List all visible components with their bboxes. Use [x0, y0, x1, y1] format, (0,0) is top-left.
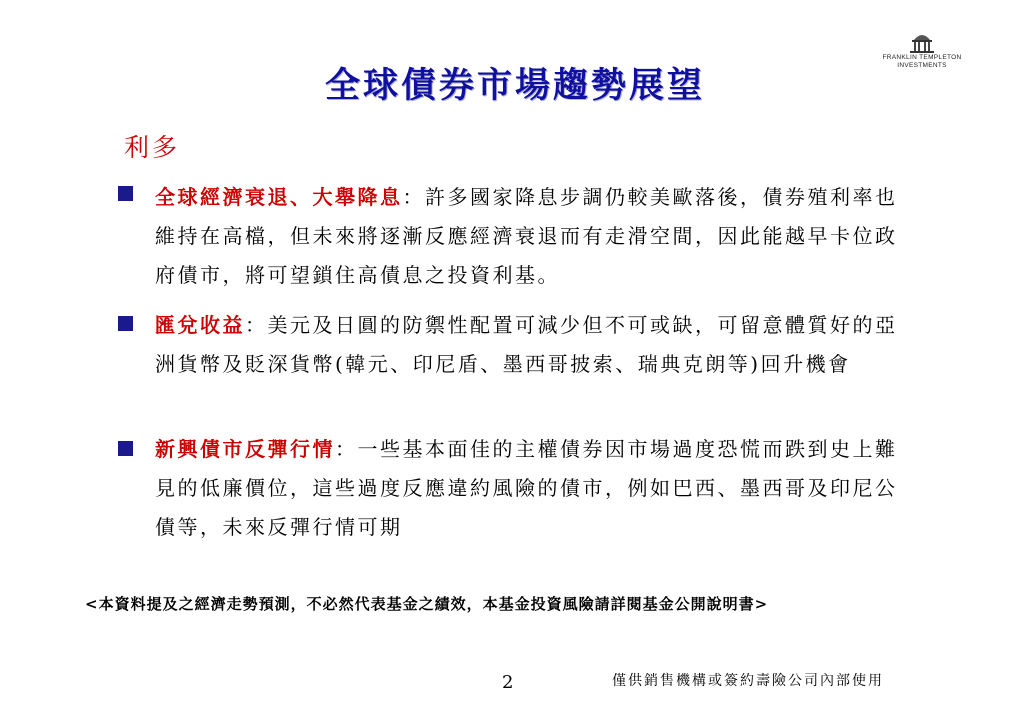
bullet-square-icon	[118, 186, 133, 201]
logo-subname: INVESTMENTS	[897, 62, 947, 69]
bullet-body: ：美元及日圓的防禦性配置可減少但不可或缺，可留意體質好的亞洲貨幣及貶深貨幣(韓元、印尼盾、墨西哥披索、瑞典克朗等)回升機會	[155, 313, 898, 376]
bullet-body: ：一些基本面佳的主權債券因市場過度恐慌而跌到史上難見的低廉價位，這些過度反應違約風險的債市，例如巴西、墨西哥及印尼公債等，未來反彈行情可期	[155, 437, 898, 539]
bullet-square-icon	[118, 316, 133, 331]
bullet-paragraph	[155, 178, 915, 295]
bullet-heading: 全球經濟衰退、大舉降息	[155, 185, 403, 209]
bullet-heading: 匯兌收益	[155, 313, 245, 337]
logo-name: FRANKLIN TEMPLETON	[882, 54, 962, 61]
bullet-paragraph	[155, 306, 915, 384]
logo-building-icon	[908, 30, 936, 54]
bullet-heading: 新興債市反彈行情	[155, 437, 335, 461]
page-title: 全球債券市場趨勢展望	[324, 65, 705, 106]
disclaimer: <本資料提及之經濟走勢預測，不必然代表基金之績效，本基金投資風險請詳閱基金公開說明書>	[85, 595, 769, 613]
section-heading: 利多	[124, 133, 181, 162]
bullet-body: ：許多國家降息步調仍較美歐落後，債券殖利率也維持在高檔，但未來將逐漸反應經濟衰退而有走滑空間，因此能越早卡位政府債市，將可望鎖住高債息之投資利基。	[155, 185, 898, 287]
page-number: 2	[502, 672, 514, 693]
bullet-square-icon	[118, 441, 133, 456]
bullet-paragraph	[155, 430, 915, 547]
internal-use-notice: 僅供銷售機構或簽約壽險公司內部使用	[612, 673, 884, 689]
